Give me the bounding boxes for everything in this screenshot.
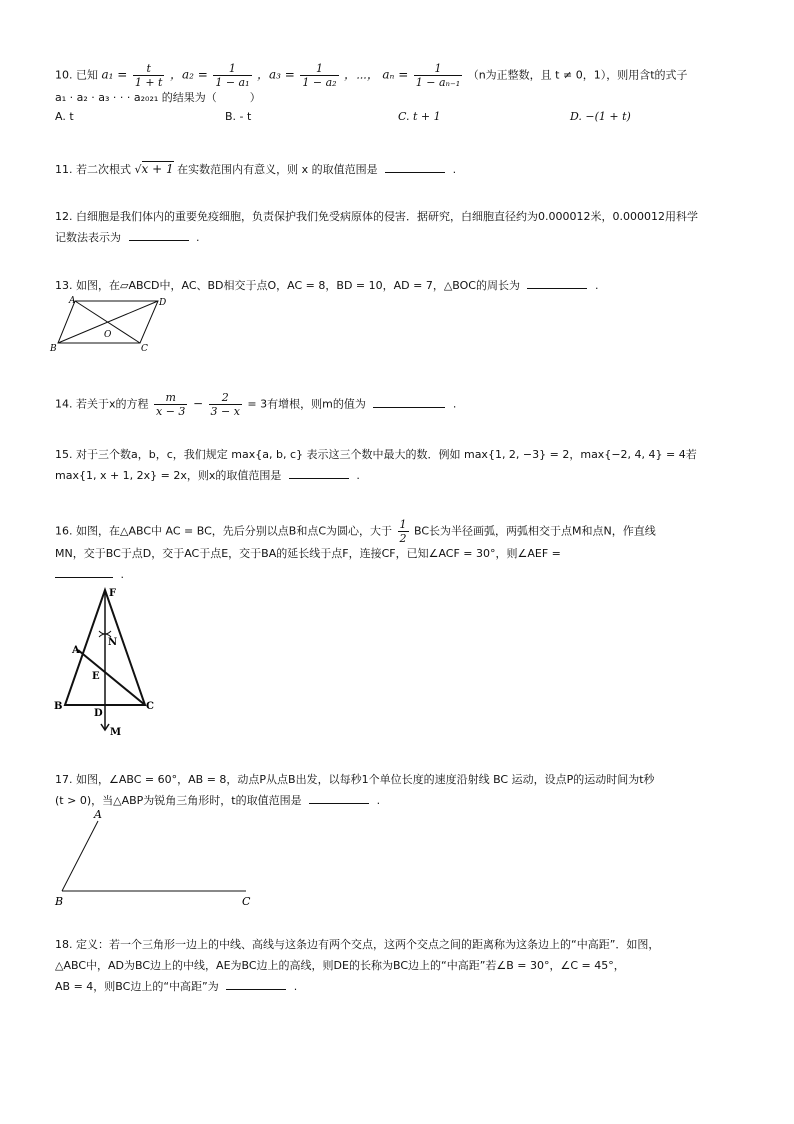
- q14-fraction-2: $\frac{2}{3 - x}$: [210, 391, 240, 418]
- q11-answer-blank[interactable]: [385, 162, 445, 173]
- label-n: N: [108, 637, 118, 648]
- q12-line2: [55, 230, 200, 246]
- q16-triangle-figure: [50, 585, 160, 740]
- q10-intro: 已知: [76, 68, 98, 82]
- q16-line1: [55, 518, 656, 545]
- q17-end: .: [376, 794, 381, 807]
- q10-number: 10.: [55, 68, 73, 82]
- label-a: A: [72, 645, 80, 656]
- q12-number: 12.: [55, 210, 73, 223]
- q14-post: = 3有增根，则m的值为: [247, 397, 366, 411]
- q12-text2: 记数法表示为: [55, 231, 121, 244]
- q12-end: .: [196, 231, 200, 244]
- q14-end: .: [452, 397, 457, 411]
- q17-number: 17.: [55, 773, 73, 786]
- q10-option-b: B. - t: [225, 110, 252, 123]
- q18-line1: [55, 937, 659, 953]
- q10-option-c: C. t + 1: [398, 110, 441, 123]
- q11-pre: 若二次根式: [76, 163, 131, 176]
- q12-line1: [55, 209, 698, 225]
- label-b: B: [55, 895, 64, 908]
- q13-answer-blank[interactable]: [527, 278, 587, 289]
- label-f: F: [109, 588, 117, 599]
- label-a: A: [69, 296, 76, 306]
- q14-fraction-1: $\frac{m}{x - 3}$: [156, 391, 186, 418]
- q12-answer-blank[interactable]: [129, 230, 189, 241]
- q10-a2-fraction: $\frac{1}{\text{1 − a₁}}$: [215, 62, 250, 89]
- q15-end: .: [356, 469, 360, 482]
- q11-end: .: [452, 163, 457, 176]
- q17-angle-figure: [50, 805, 260, 910]
- q10-a1-fraction: $\frac{t}{1 + t}$: [134, 62, 163, 89]
- q11-post: 在实数范围内有意义，则 x 的取值范围是: [177, 163, 378, 176]
- q10-option-a: A. t: [55, 110, 74, 123]
- label-c: C: [146, 701, 154, 712]
- label-m: M: [110, 727, 122, 738]
- q13-parallelogram-figure: [50, 293, 165, 355]
- q10-condition: （n为正整数，且 t ≠ 0，1），则用含t的式子: [467, 68, 688, 82]
- q14-answer-blank[interactable]: [373, 397, 445, 408]
- q13-text: 如图，在▱ABCD中，AC、BD相交于点O，AC = 8，BD = 10，AD = 7，△BOC的周长为: [76, 279, 520, 292]
- q13-end: .: [594, 279, 599, 292]
- q17-answer-blank[interactable]: [309, 793, 369, 804]
- q18-line2: △ABC中，AD为BC边上的中线，AE为BC边上的高线，则DE的长称为BC边上的“中高距”若∠B = 30°，∠C = 45°，: [55, 959, 625, 972]
- q10-dots: ，⋯，: [344, 67, 379, 82]
- q11-radicand: x + 1: [141, 162, 174, 176]
- q16-number: 16.: [55, 524, 73, 538]
- q15-text1: 对于三个数a，b，c，我们规定 max{a, b, c} 表示这三个数中最大的数．例如 max{1, 2, −3} = 2，max{−2, 4, 4} = 4若: [76, 448, 697, 461]
- q16-end: .: [120, 568, 124, 581]
- label-d: D: [159, 298, 167, 308]
- q16-line2: MN，交于BC于点D，交于AC于点E，交于BA的延长线于点F，连接CF，已知∠ACF = 30°，则∠AEF =: [55, 547, 561, 560]
- q10-a2-lhs: ，a₂ =: [169, 67, 208, 82]
- q17-line1: [55, 772, 655, 788]
- label-b: B: [54, 701, 63, 712]
- q15-number: 15.: [55, 448, 73, 461]
- q10-an-lhs: aₙ =: [382, 67, 409, 82]
- q16-line3: [55, 567, 124, 583]
- q14-minus: −: [192, 396, 203, 411]
- label-b: B: [50, 344, 57, 354]
- q14-line: [55, 391, 456, 418]
- q18-line3: [55, 979, 297, 995]
- q11-line: [55, 161, 456, 178]
- label-c: C: [242, 895, 251, 908]
- q10-option-d: D. −(1 + t): [570, 110, 631, 123]
- label-d: D: [94, 708, 103, 719]
- q14-number: 14.: [55, 397, 73, 411]
- q10-a3-fraction: $\frac{1}{\text{1 − a₂}}$: [302, 62, 337, 89]
- label-a: A: [94, 808, 102, 821]
- label-c: C: [141, 344, 148, 354]
- q11-number: 11.: [55, 163, 73, 176]
- q13-number: 13.: [55, 279, 73, 292]
- q10-an-fraction: $\frac{1}{\text{1 − aₙ₋₁}}$: [415, 62, 461, 89]
- q16-text1-pre: 如图，在△ABC中 AC = BC，先后分别以点B和点C为圆心，大于: [76, 524, 392, 538]
- q15-line2: [55, 468, 360, 484]
- q15-text2: max{1, x + 1, 2x} = 2x，则x的取值范围是: [55, 469, 282, 482]
- q10-a3-lhs: ，a₃ =: [257, 67, 295, 82]
- q18-text3: AB = 4，则BC边上的“中高距”为: [55, 980, 219, 993]
- q10-line2: a₁ · a₂ · a₃ · · · a₂₀₂₁ 的结果为（ ）: [55, 91, 261, 104]
- q15-line1: [55, 447, 697, 463]
- q15-answer-blank[interactable]: [289, 468, 349, 479]
- q17-text2: (t > 0)，当△ABP为锐角三角形时，t的取值范围是: [55, 794, 302, 807]
- q18-text1: 定义：若一个三角形一边上的中线、高线与这条边有两个交点，这两个交点之间的距离称为这条边上的“中高距”．如图，: [76, 938, 660, 951]
- q18-answer-blank[interactable]: [226, 979, 286, 990]
- q10-a1-lhs: a₁ =: [101, 67, 128, 82]
- ray-ba: [62, 821, 98, 891]
- q16-half-fraction: $\frac{1}{2}$: [399, 518, 407, 545]
- q14-pre: 若关于x的方程: [76, 397, 149, 411]
- q16-answer-blank[interactable]: [55, 567, 113, 578]
- label-o: O: [104, 330, 112, 340]
- q16-text1-post: BC长为半径画弧，两弧相交于点M和点N，作直线: [414, 524, 656, 538]
- q13-line: [55, 278, 598, 294]
- q17-text1: 如图，∠ABC = 60°，AB = 8，动点P从点B出发，以每秒1个单位长度的速度沿射线 BC 运动，设点P的运动时间为t秒: [76, 773, 655, 786]
- q18-number: 18.: [55, 938, 73, 951]
- q12-text1: 白细胞是我们体内的重要免疫细胞，负责保护我们免受病原体的侵害．据研究，白细胞直径约为0.000012米，0.000012用科学: [76, 210, 698, 223]
- q11-sqrt-icon: √: [134, 163, 142, 176]
- label-e: E: [92, 671, 100, 682]
- q10-line1: [55, 62, 688, 89]
- q18-end: .: [293, 980, 298, 993]
